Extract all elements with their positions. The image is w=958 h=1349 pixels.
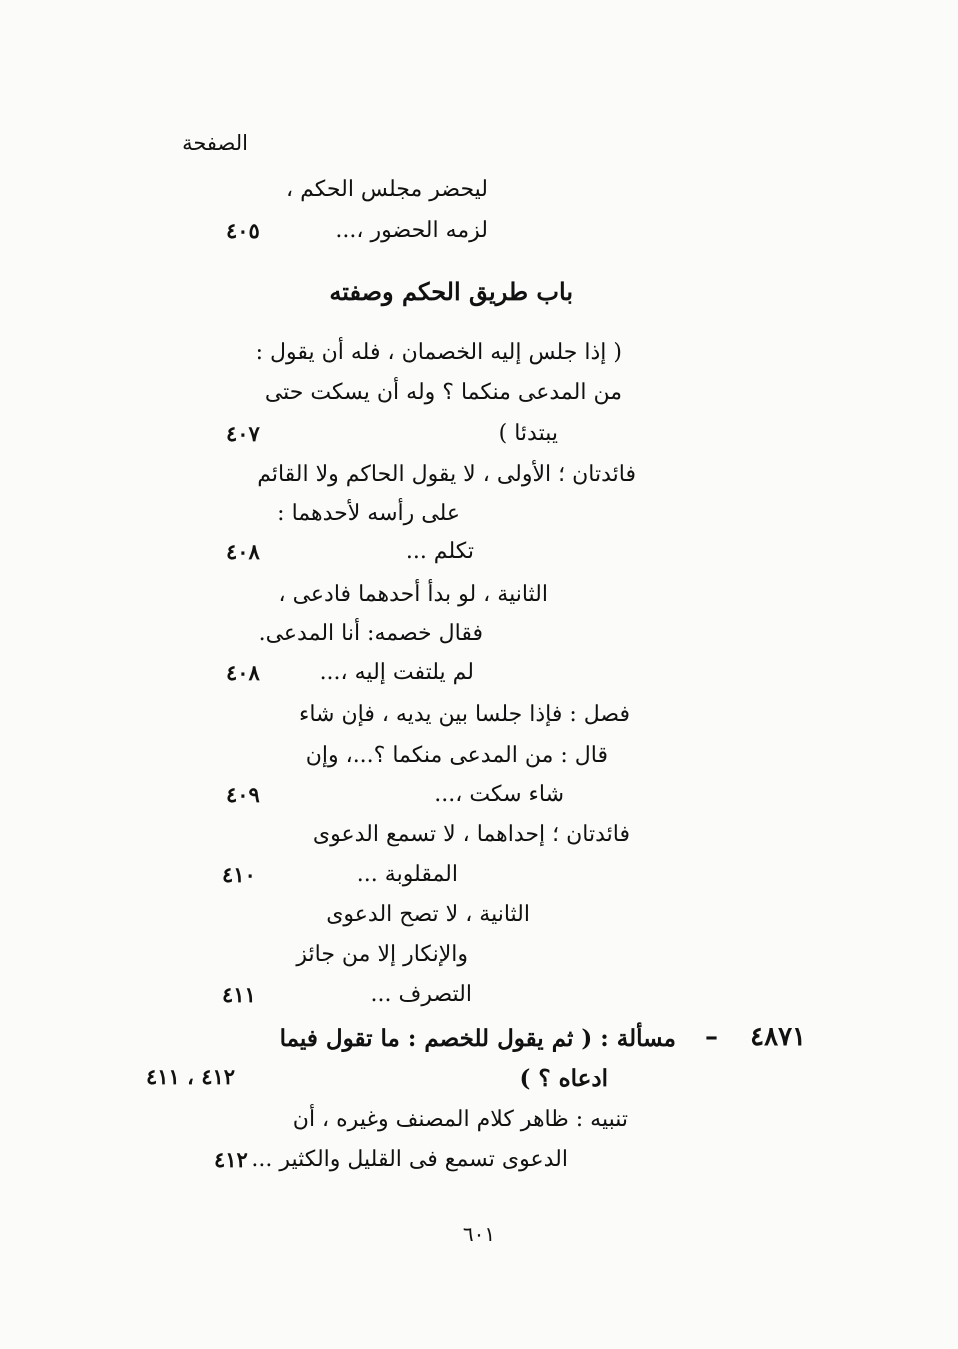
page-column-label: الصفحة <box>182 131 248 155</box>
entry-line: فقال خصمه: أنا المدعى. <box>258 621 483 646</box>
page-ref: ٤١٠ <box>222 862 256 887</box>
page-ref: ٤١٢ <box>214 1147 248 1172</box>
entry-line: قال : من المدعى منكما ؟...، وإن <box>305 743 608 768</box>
entry-line: فائدتان ؛ إحداهما ، لا تسمع الدعوى <box>312 822 630 847</box>
entry-line: فصل : فإذا جلسا بين يديه ، فإن شاء <box>298 702 630 727</box>
page-number: ٦٠١ <box>462 1222 496 1246</box>
page-ref: ٤٠٨ <box>226 539 260 564</box>
section-heading: باب طريق الحكم وصفته <box>329 277 573 306</box>
entry-line: لم يلتفت إليه ،... <box>319 660 474 685</box>
page-ref: ٤٠٧ <box>226 421 260 446</box>
entry-line: يبتدئا ) <box>498 421 558 446</box>
entry-line: ( إذا جلس إليه الخصمان ، فله أن يقول : <box>255 340 622 365</box>
entry-line: الثانية ، لا تصح الدعوى <box>326 902 530 927</box>
entry-line: المقلوبة ... <box>356 862 458 887</box>
issue-number: ٤٨٧١ <box>750 1022 806 1052</box>
issue-dash: – <box>705 1022 718 1052</box>
entry-line: ليحضر مجلس الحكم ، <box>286 177 488 202</box>
page-ref: ٤٠٥ <box>226 218 260 243</box>
entry-line: والإنكار إلا من جائز <box>296 942 468 967</box>
entry-line: على رأسه لأحدهما : <box>277 501 460 526</box>
page-ref: ٤٠٨ <box>226 660 260 685</box>
page-ref: ٤١٢ ، ٤١١ <box>146 1064 236 1089</box>
entry-line: التصرف ... <box>370 982 472 1007</box>
entry-line: شاء سكت ،... <box>434 782 564 807</box>
issue-line: ادعاه ؟ ) <box>519 1065 608 1092</box>
entry-line: تكلم ... <box>405 539 474 564</box>
entry-line: لزمه الحضور ،... <box>335 218 488 243</box>
issue-line: مسألة : ( ثم يقول للخصم : ما تقول فيما <box>279 1025 676 1052</box>
page-ref: ٤١١ <box>222 982 256 1007</box>
entry-line: فائدتان ؛ الأولى ، لا يقول الحاكم ولا القائم <box>257 462 636 487</box>
entry-line: الدعوى تسمع فى القليل والكثير ... <box>251 1147 568 1172</box>
entry-line: الثانية ، لو بدأ أحدهما فادعى ، <box>278 582 548 607</box>
page-ref: ٤٠٩ <box>226 782 260 807</box>
entry-line: تنبيه : ظاهر كلام المصنف وغيره ، أن <box>292 1107 628 1132</box>
entry-line: من المدعى منكما ؟ وله أن يسكت حتى <box>264 380 622 405</box>
